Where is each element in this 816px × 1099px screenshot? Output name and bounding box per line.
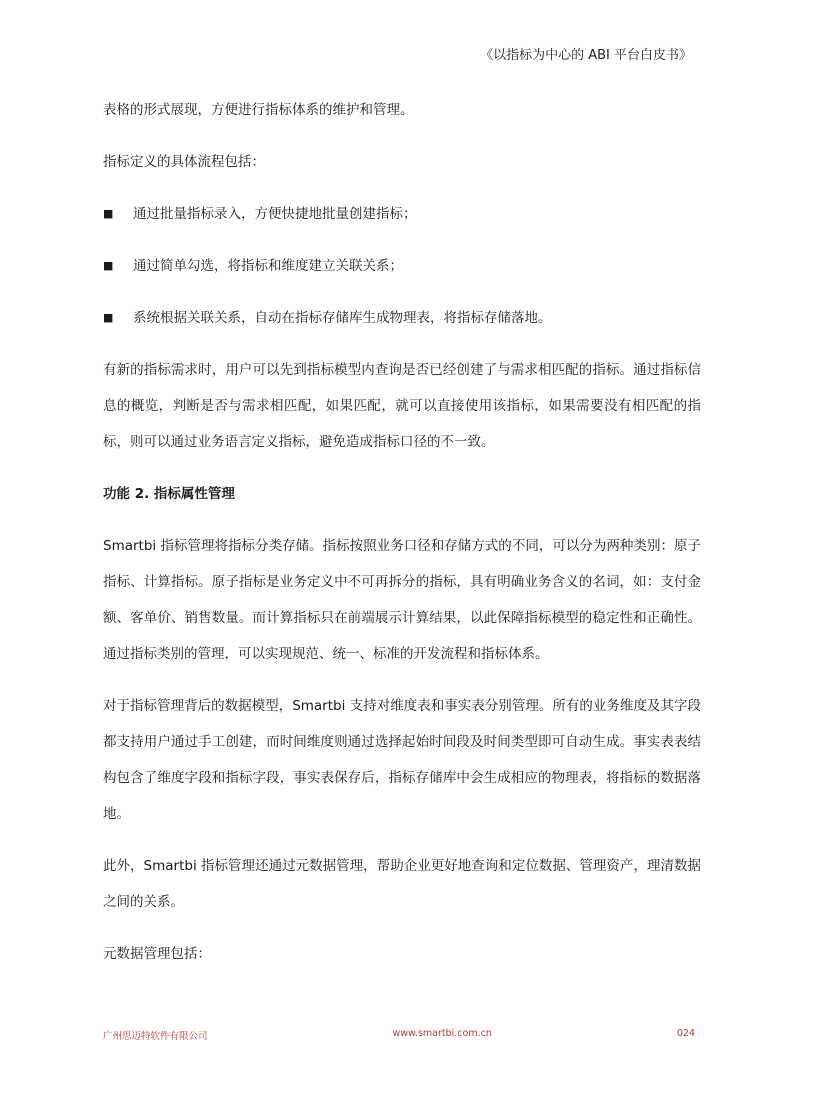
paragraph: Smartbi 指标管理将指标分类存储。指标按照业务口径和存储方式的不同，可以分为两种类别：原子指标、计算指标。原子指标是业务定义中不可再拆分的指标，具有明确业务含义的名词，如：支付金额、客单价、销售数量。而计算指标只在前端展示计算结果，以此保障指标模型的稳定性和正确性。通过指标类别的管理，可以实现规范、统一、标准的开发流程和指标体系。 [103, 538, 701, 662]
bullet-item [103, 196, 701, 232]
footer-page-number: 024 [676, 1028, 695, 1039]
bullet-marker: ■ [103, 207, 114, 220]
page-header-title: 《以指标为中心的 ABI 平台白皮书》 [480, 48, 692, 63]
section-heading: 功能 2. 指标属性管理 [103, 486, 235, 502]
bullet-item [103, 300, 701, 336]
footer-website: www.smartbi.com.cn [392, 1028, 492, 1039]
document-body [103, 92, 701, 988]
bullet-marker: ■ [103, 259, 114, 272]
bullet-marker: ■ [103, 311, 114, 324]
paragraph: 有新的指标需求时，用户可以先到指标模型内查询是否已经创建了与需求相匹配的指标。通过指标信息的概览，判断是否与需求相匹配，如果匹配，就可以直接使用该指标，如果需要没有相匹配的指标，则可以通过业务语言定义指标，避免造成指标口径的不一致。 [103, 362, 701, 450]
paragraph: 对于指标管理背后的数据模型，Smartbi 支持对维度表和事实表分别管理。所有的业务维度及其字段都支持用户通过手工创建，而时间维度则通过选择起始时间段及时间类型即可自动生成。事实表表结构包含了维度字段和指标字段，事实表保存后，指标存储库中会生成相应的物理表，将指标的数据落地。 [103, 698, 701, 822]
paragraph: 表格的形式展现，方便进行指标体系的维护和管理。 [103, 102, 414, 118]
paragraph: 指标定义的具体流程包括： [103, 154, 265, 170]
paragraph: 元数据管理包括： [103, 946, 211, 962]
footer-company: 广州思迈特软件有限公司 [103, 1031, 208, 1042]
bullet-text: 通过批量指标录入，方便快捷地批量创建指标； [133, 206, 417, 222]
paragraph: 此外，Smartbi 指标管理还通过元数据管理，帮助企业更好地查询和定位数据、管理资产，理清数据之间的关系。 [103, 858, 701, 910]
page-footer [103, 1028, 695, 1042]
bullet-text: 系统根据关联关系，自动在指标存储库生成物理表，将指标存储落地。 [133, 310, 552, 326]
bullet-item [103, 248, 701, 284]
bullet-text: 通过简单勾选，将指标和维度建立关联关系； [133, 258, 403, 274]
